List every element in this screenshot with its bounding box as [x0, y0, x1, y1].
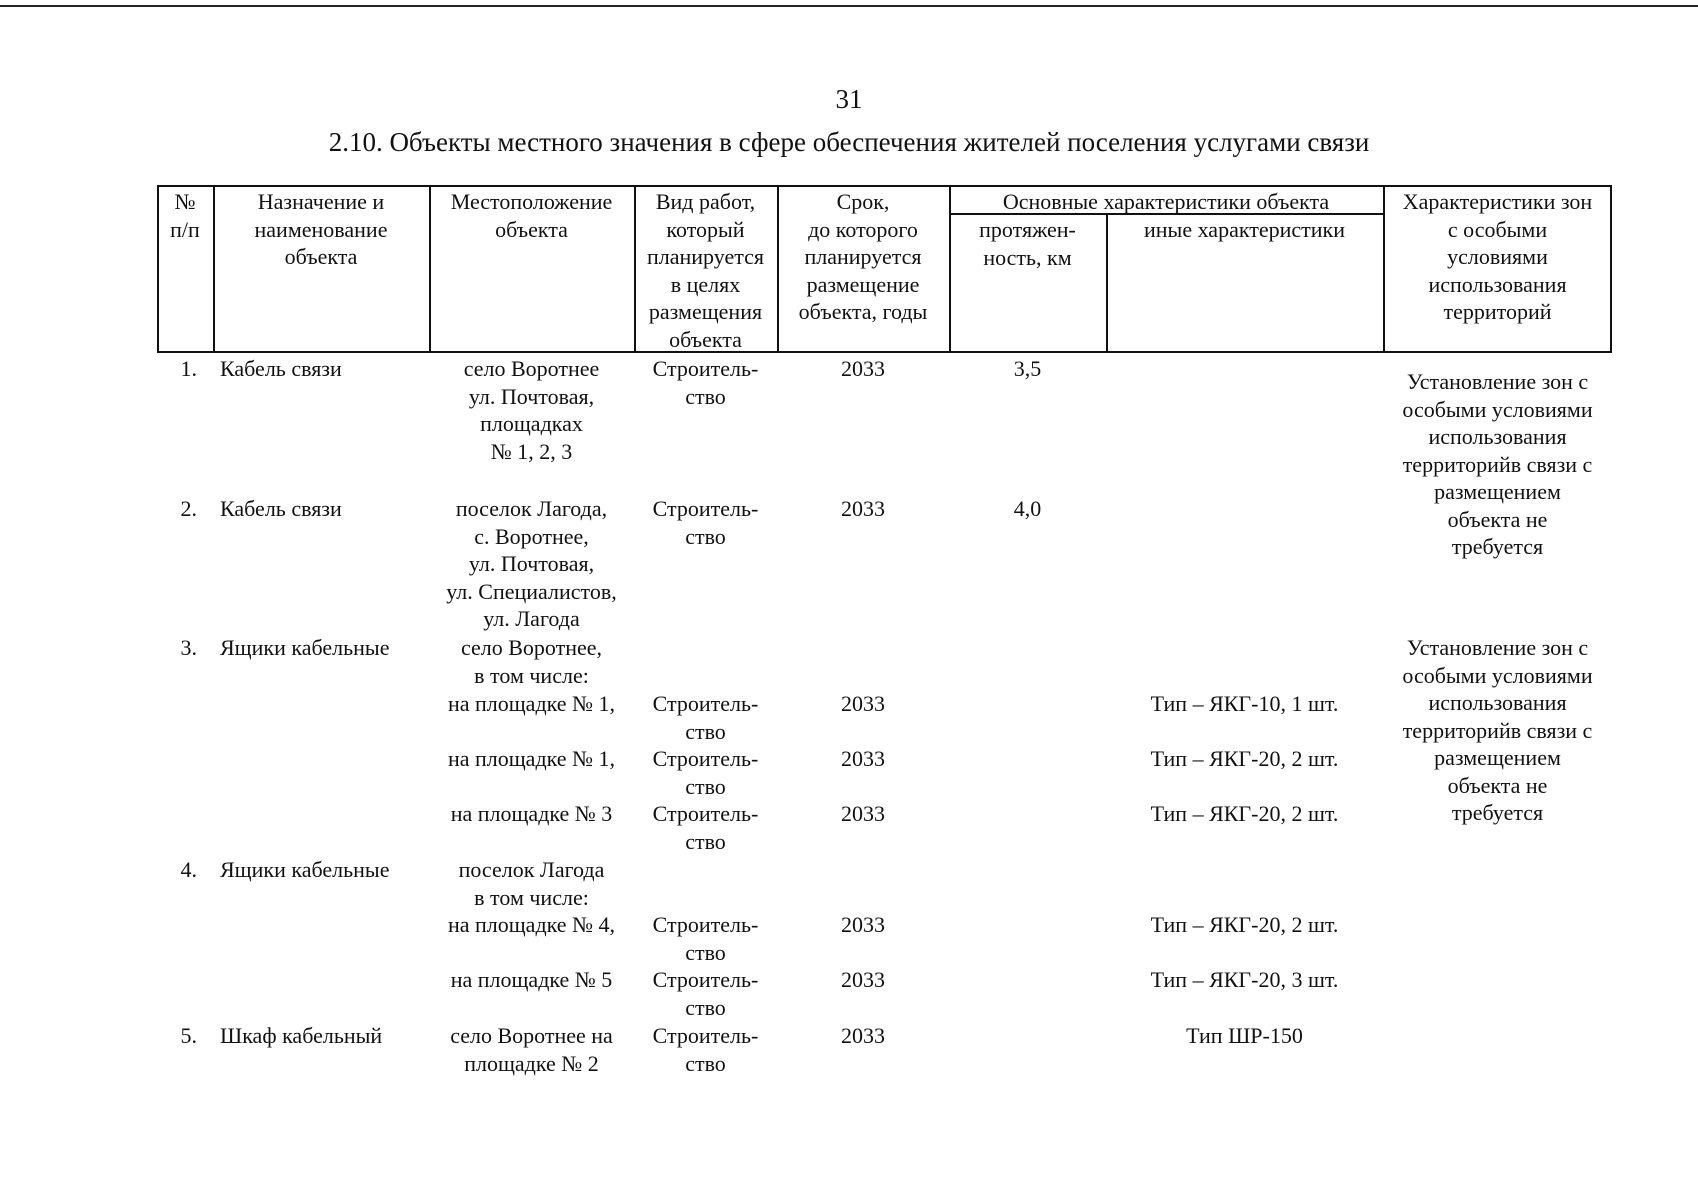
header-location: Местоположение объекта: [450, 189, 613, 242]
row-3a-other: Тип – ЯКГ-10, 1 шт.: [1150, 691, 1339, 716]
row-2-num: 2.: [180, 496, 197, 521]
row-1-work: Строитель- ство: [652, 356, 759, 409]
page-number: 31: [835, 84, 863, 114]
section-title: 2.10. Объекты местного значения в сфере обеспечения жителей поселения услугами связи: [328, 127, 1370, 157]
zone-note-2: Установление зон с особыми условиями использования территорийв связи с размещением объекта не требуется: [1402, 635, 1593, 825]
row-1-term: 2033: [841, 356, 885, 381]
row-3a-work: Строитель- ство: [652, 691, 759, 744]
row-5-num: 5.: [180, 1023, 197, 1048]
row-5-name: Шкаф кабельный: [220, 1023, 383, 1048]
header-length: протяжен- ность, км: [979, 217, 1076, 270]
row-4a-location: на площадке № 4,: [447, 912, 616, 937]
row-3a-location: на площадке № 1,: [447, 691, 616, 716]
header-name: Назначение и наименование объекта: [254, 189, 388, 269]
header-zones: Характеристики зон с особыми условиями использования территорий: [1402, 189, 1593, 324]
row-5-work: Строитель- ство: [652, 1023, 759, 1076]
row-4-location: поселок Лагода в том числе:: [458, 857, 605, 910]
row-4a-term: 2033: [841, 912, 885, 937]
row-5-other: Тип ШР-150: [1186, 1023, 1303, 1048]
row-3a-term: 2033: [841, 691, 885, 716]
header-term: Срок, до которого планируется размещение объекта, годы: [798, 189, 928, 324]
row-5-location: село Воротнее на площадке № 2: [450, 1023, 613, 1076]
row-4b-other: Тип – ЯКГ-20, 3 шт.: [1150, 967, 1339, 992]
row-2-work: Строитель- ство: [652, 496, 759, 549]
row-3-name: Ящики кабельные: [220, 635, 390, 660]
row-4b-term: 2033: [841, 967, 885, 992]
row-1-length: 3,5: [1013, 356, 1042, 381]
row-4a-work: Строитель- ство: [652, 912, 759, 965]
row-3b-other: Тип – ЯКГ-20, 2 шт.: [1150, 746, 1339, 771]
row-2-location: поселок Лагода, с. Воротнее, ул. Почтовая, ул. Специалистов, ул. Лагода: [446, 496, 617, 631]
row-3c-location: на площадке № 3: [450, 801, 613, 826]
row-2-term: 2033: [841, 496, 885, 521]
header-work: Вид работ, который планируется в целях размещения объекта: [646, 189, 764, 352]
header-main-group: Основные характеристики объекта: [1002, 189, 1330, 214]
row-4-name: Ящики кабельные: [220, 857, 390, 882]
row-3c-other: Тип – ЯКГ-20, 2 шт.: [1150, 801, 1339, 826]
row-3b-location: на площадке № 1,: [447, 746, 616, 771]
row-4b-location: на площадке № 5: [450, 967, 613, 992]
row-2-length: 4,0: [1013, 496, 1042, 521]
row-2-name: Кабель связи: [220, 496, 342, 521]
header-num: № п/п: [170, 189, 200, 242]
top-rule: [0, 0, 1698, 7]
row-1-num: 1.: [180, 356, 197, 381]
row-4b-work: Строитель- ство: [652, 967, 759, 1020]
row-1-name: Кабель связи: [220, 356, 342, 381]
row-4a-other: Тип – ЯКГ-20, 2 шт.: [1150, 912, 1339, 937]
row-3b-work: Строитель- ство: [652, 746, 759, 799]
row-3b-term: 2033: [841, 746, 885, 771]
zone-note-1: Установление зон с особыми условиями использования территорийв связи с размещением объекта не требуется: [1402, 369, 1593, 559]
row-4-num: 4.: [180, 857, 197, 882]
row-3c-term: 2033: [841, 801, 885, 826]
row-1-location: село Воротнее ул. Почтовая, площадках № 1, 2, 3: [463, 356, 600, 464]
row-3-location: село Воротнее, в том числе:: [460, 635, 603, 688]
header-other: иные характеристики: [1144, 217, 1345, 242]
row-3c-work: Строитель- ство: [652, 801, 759, 854]
row-5-term: 2033: [841, 1023, 885, 1048]
row-3-num: 3.: [180, 635, 197, 660]
